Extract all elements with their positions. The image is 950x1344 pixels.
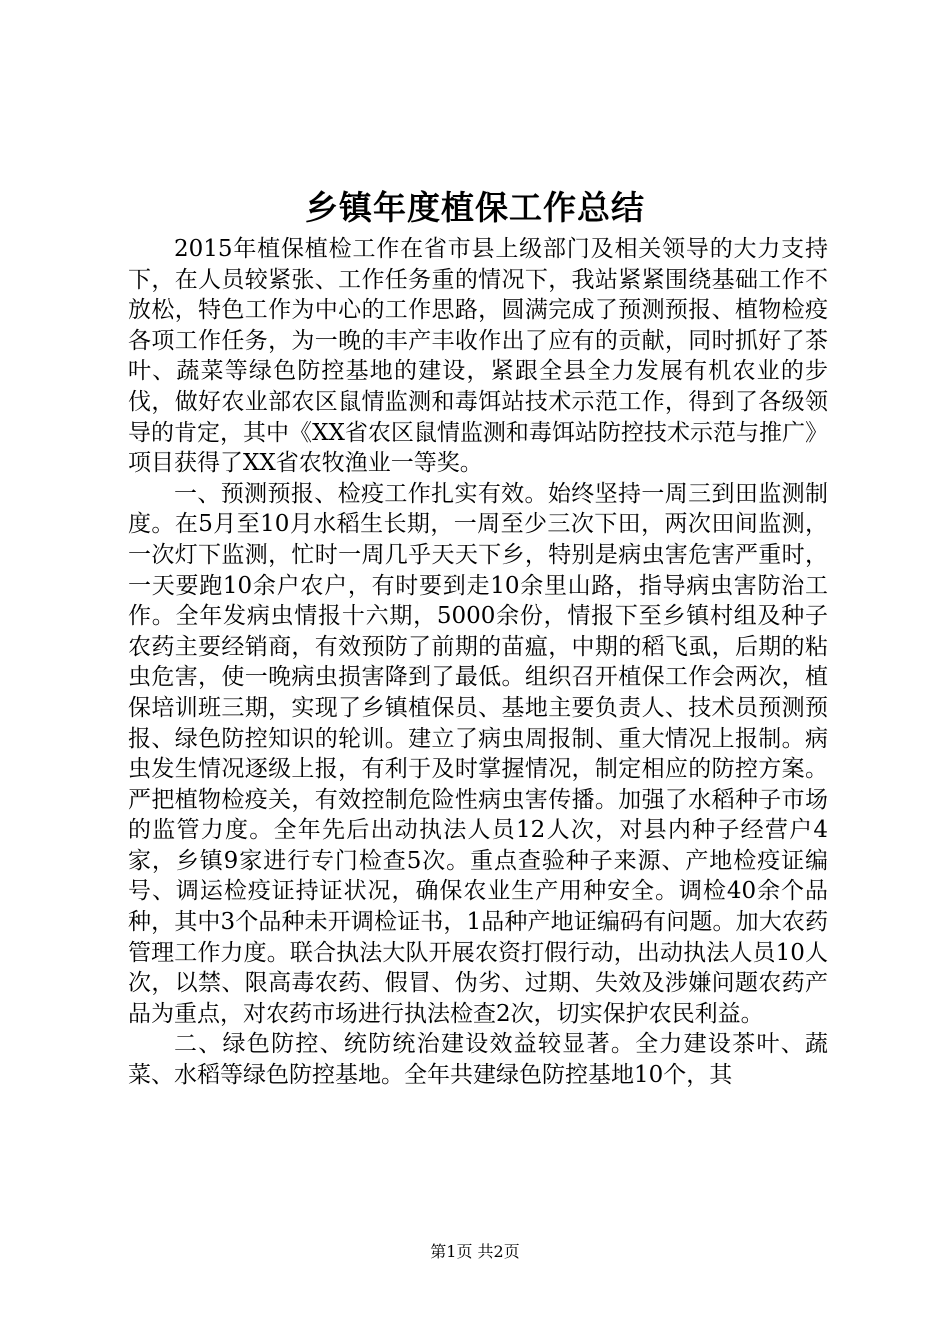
paragraph-section-2: 二、绿色防控、统防统治建设效益较显著。全力建设茶叶、蔬菜、水稻等绿色防控基地。全年共建绿色防控基地10个，其 [128,1031,828,1089]
page-footer: 第1页 共2页 [430,1242,520,1261]
document-body [128,234,828,1091]
document-title: 乡镇年度植保工作总结 [305,188,645,227]
paragraph-intro: 2015年植保植检工作在省市县上级部门及相关领导的大力支持下，在人员较紧张、工作任务重的情况下，我站紧紧围绕基础工作不放松，特色工作为中心的工作思路，圆满完成了预测预报、植物检疫各项工作任务，为一晚的丰产丰收作出了应有的贡献，同时抓好了茶叶、蔬菜等绿色防控基地的建设，紧跟全县全力发展有机农业的步伐，做好农业部农区鼠情监测和毒饵站技术示范工作，得到了各级领导的肯定，其中《XX省农区鼠情监测和毒饵站防控技术示范与推广》项目获得了XX省农牧渔业一等奖。 [128,236,828,477]
paragraph-section-1: 一、预测预报、检疫工作扎实有效。始终坚持一周三到田监测制度。在5月至10月水稻生长期，一周至少三次下田，两次田间监测，一次灯下监测，忙时一周几乎天天下乡，特别是病虫害危害严重时，一天要跑10余户农户，有时要到走10余里山路，指导病虫害防治工作。全年发病虫情报十六期，5000余份，情报下至乡镇村组及种子农药主要经销商，有效预防了前期的苗瘟，中期的稻飞虱，后期的粘虫危害，使一晚病虫损害降到了最低。组织召开植保工作会两次，植保培训班三期，实现了乡镇植保员、基地主要负责人、技术员预测预报、绿色防控知识的轮训。建立了病虫周报制、重大情况上报制。病虫发生情况逐级上报，有利于及时掌握情况，制定相应的防控方案。严把植物检疫关，有效控制危险性病虫害传播。加强了水稻种子市场的监管力度。全年先后出动执法人员12人次，对县内种子经营户4家，乡镇9家进行专门检查5次。重点查验种子来源、产地检疫证编号、调运检疫证持证状况，确保农业生产用种安全。调检40余个品种，其中3个品种未开调检证书，1品种产地证编码有问题。加大农药管理工作力度。联合执法大队开展农资打假行动，出动执法人员10人次，以禁、限高毒农药、假冒、伪劣、过期、失效及涉嫌问题农药产品为重点，对农药市场进行执法检查2次，切实保护农民利益。 [128,480,828,1027]
